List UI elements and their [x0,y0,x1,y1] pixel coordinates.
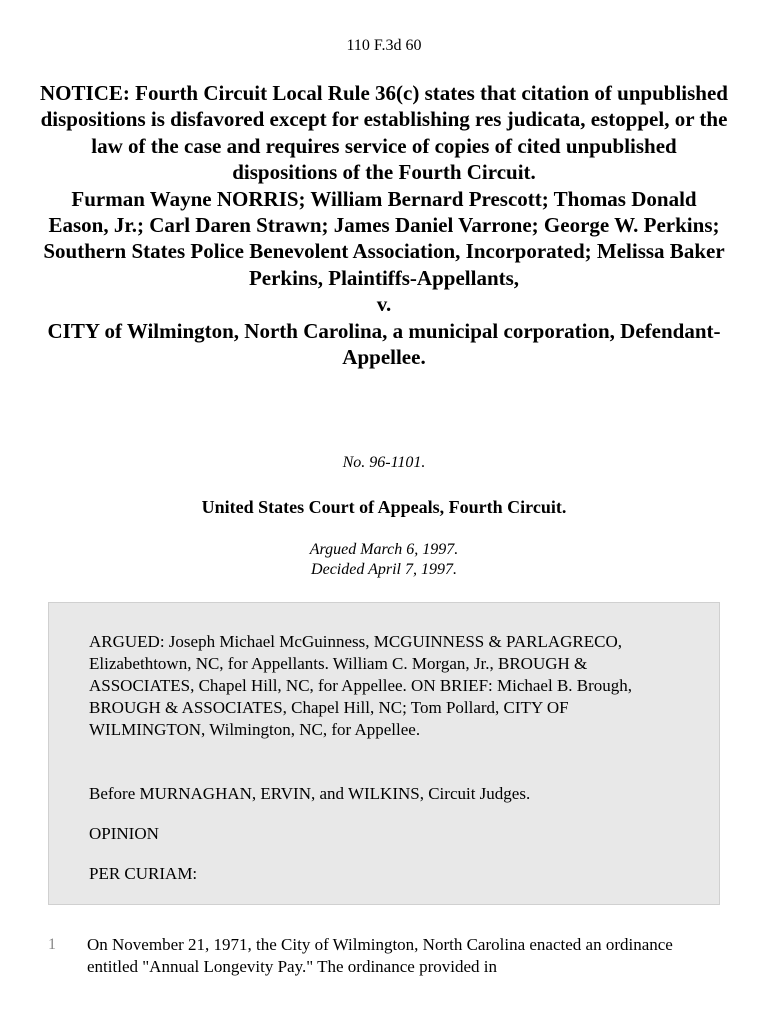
decided-date: Decided April 7, 1997. [311,561,457,578]
defendant-text: CITY of Wilmington, North Carolina, a municipal corporation, Defendant-Appellee. [47,318,721,370]
case-caption [40,80,728,370]
notice-text: NOTICE: Fourth Circuit Local Rule 36(c) states that citation of unpublished dispositions is disfavored except for establishing res judicata, estoppel, or the law of the case and requires service of copies of cited unpublished dispositions of the Fourth Circuit. [40,81,728,185]
case-dates [0,540,768,580]
case-citation: 110 F.3d 60 [346,37,422,54]
counsel-text: ARGUED: Joseph Michael McGuinness, MCGUINNESS & PARLAGRECO, Elizabethtown, NC, for Appellants. William C. Morgan, Jr., BROUGH & ASSOCIATES, Chapel Hill, NC, for Appellee. ON BRIEF: Michael B. Brough, BROUGH & ASSOCIATES, Chapel Hill, NC; Tom Pollard, CITY OF WILMINGTON, Wilmington, NC, for Appellee. [89,632,633,739]
paragraph-number: 1 [48,936,56,953]
counsel-info-box [48,602,720,905]
judges-text: Before MURNAGHAN, ERVIN, and WILKINS, Circuit Judges. [89,784,531,803]
opinion-label: OPINION [89,824,159,843]
paragraph-text: On November 21, 1971, the City of Wilmington, North Carolina enacted an ordinance entitled "Annual Longevity Pay." The ordinance provided in [87,935,673,976]
court-name: United States Court of Appeals, Fourth Circuit. [201,497,567,517]
docket-number: No. 96-1101. [342,454,426,471]
per-curiam-label: PER CURIAM: [89,864,198,883]
plaintiffs-text: Furman Wayne NORRIS; William Bernard Prescott; Thomas Donald Eason, Jr.; Carl Daren Strawn; James Daniel Varrone; George W. Perkins; Southern States Police Benevolent Association, Incorporated; Melissa Baker Perkins, Plaintiffs-Appellants, [43,186,725,290]
versus-text: v. [376,292,392,317]
argued-date: Argued March 6, 1997. [309,541,459,558]
